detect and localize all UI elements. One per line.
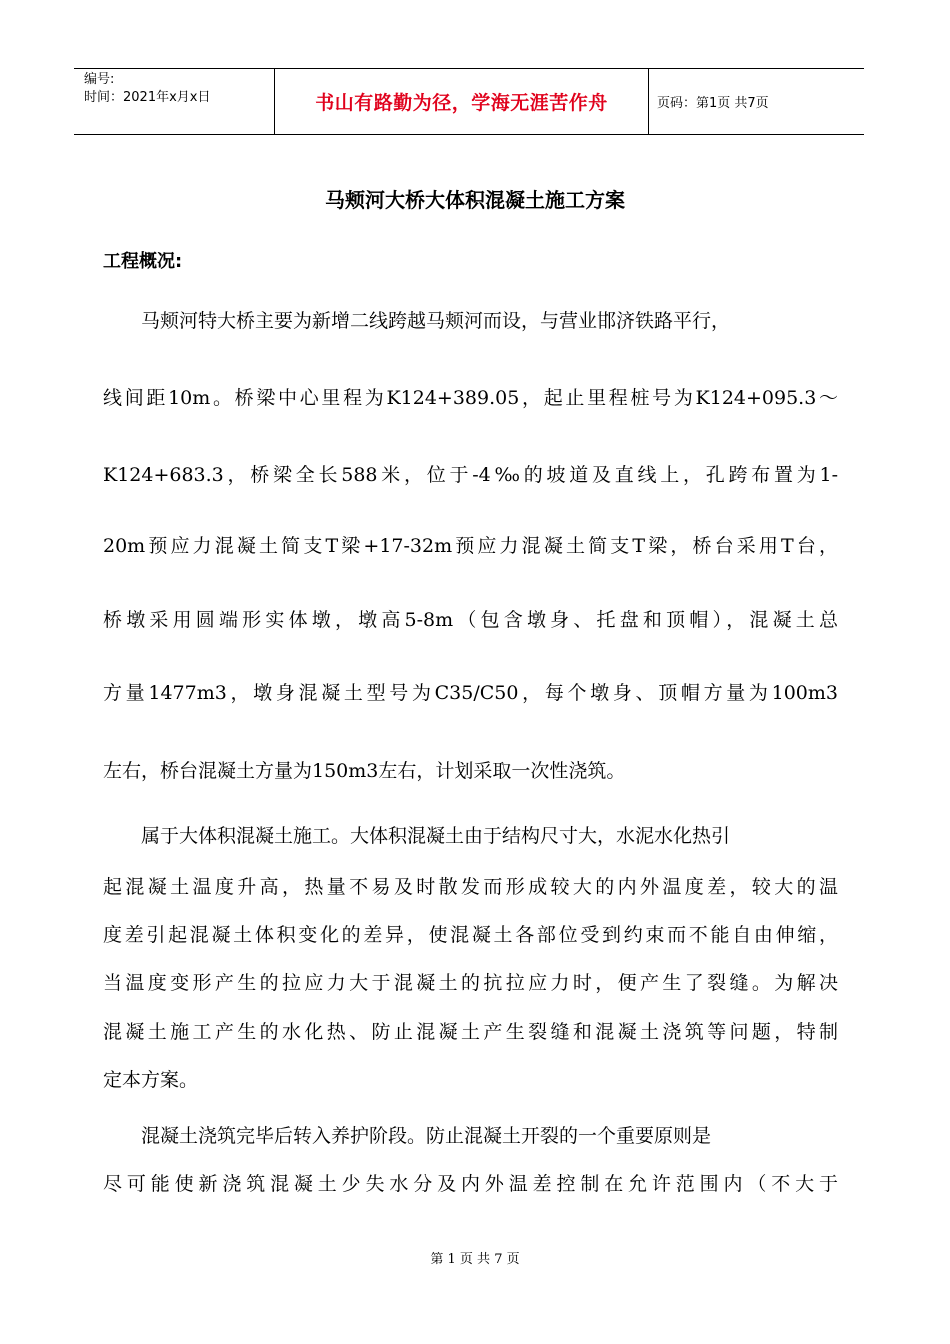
body-line: 定本方案。 — [103, 1069, 199, 1091]
body-line: 桥墩采用圆端形实体墩，墩高5-8m（包含墩身、托盘和顶帽），混凝土总 — [103, 609, 838, 631]
body-line: 马颊河特大桥主要为新增二线跨越马颊河而设，与营业邯济铁路平行， — [141, 310, 731, 332]
body-line: 混凝土施工产生的水化热、防止混凝土产生裂缝和混凝土浇筑等问题，特制 — [103, 1021, 838, 1043]
body-line: 尽可能使新浇筑混凝土少失水分及内外温差控制在允许范围内（不大于 — [103, 1173, 838, 1195]
body-line: 方量1477m3，墩身混凝土型号为C35/C50，每个墩身、顶帽方量为100m3 — [103, 682, 838, 704]
number-label: 编号: — [84, 72, 115, 87]
header-page-label: 页码：第1页 共7页 — [657, 96, 769, 111]
page-footer: 第 1 页 共 7 页 — [430, 1252, 520, 1267]
body-line: 线间距10m。桥梁中心里程为K124+389.05，起止里程桩号为K124+095.3～ — [103, 387, 838, 409]
body-line: 度差引起混凝土体积变化的差异，使混凝土各部位受到约束而不能自由伸缩， — [103, 924, 838, 946]
page-header — [74, 68, 864, 135]
body-line: 左右，桥台混凝土方量为150m3左右，计划采取一次性浇筑。 — [103, 760, 626, 782]
document-title: 马颊河大桥大体积混凝土施工方案 — [325, 188, 625, 212]
body-line: 属于大体积混凝土施工。大体积混凝土由于结构尺寸大，水泥水化热引 — [141, 825, 731, 847]
body-line: 起混凝土温度升高，热量不易及时散发而形成较大的内外温度差，较大的温 — [103, 876, 838, 898]
body-line: 20m预应力混凝土简支T梁+17-32m预应力混凝土简支T梁，桥台采用T台， — [103, 535, 838, 557]
body-line: K124+683.3，桥梁全长588米，位于-4‰的坡道及直线上，孔跨布置为1- — [103, 464, 838, 486]
body-line: 当温度变形产生的拉应力大于混凝土的抗拉应力时，便产生了裂缝。为解决 — [103, 972, 838, 994]
section-heading: 工程概况: — [103, 251, 183, 272]
header-motto: 书山有路勤为径，学海无涯苦作舟 — [275, 69, 649, 134]
time-label: 时间：2021年x月x日 — [84, 90, 211, 105]
header-meta — [74, 69, 275, 134]
body-line: 混凝土浇筑完毕后转入养护阶段。防止混凝土开裂的一个重要原则是 — [141, 1125, 712, 1147]
